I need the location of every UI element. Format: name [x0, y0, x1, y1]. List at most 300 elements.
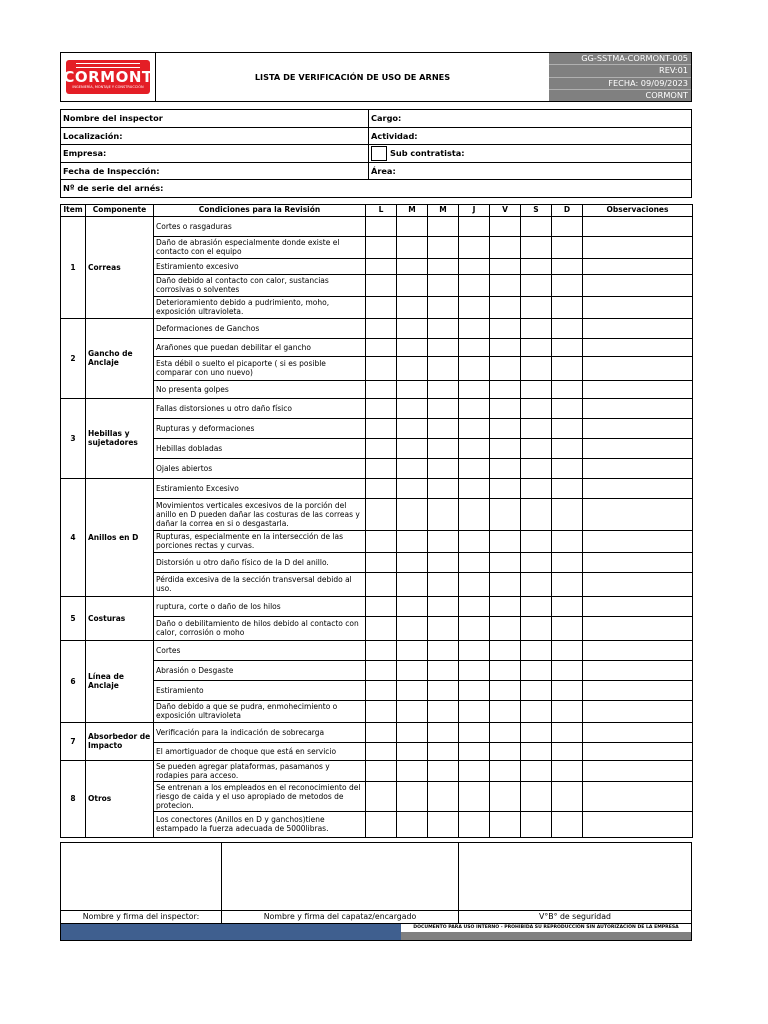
check-cell-viernes[interactable]: [490, 760, 521, 781]
check-cell-martes[interactable]: [397, 380, 428, 398]
observation-cell[interactable]: [583, 700, 693, 722]
check-cell-lunes[interactable]: [366, 296, 397, 318]
logo-cell: [61, 53, 156, 101]
observation-cell[interactable]: [583, 811, 693, 837]
check-cell-martes[interactable]: [397, 274, 428, 296]
component-name: Correas: [86, 216, 154, 318]
observation-cell[interactable]: [583, 458, 693, 478]
check-cell-lunes[interactable]: [366, 438, 397, 458]
check-cell-jueves[interactable]: [459, 296, 490, 318]
footer-text-cell: [401, 924, 691, 940]
check-cell-viernes[interactable]: [490, 478, 521, 498]
check-cell-lunes[interactable]: [366, 458, 397, 478]
item-number: 3: [61, 398, 86, 478]
observation-cell[interactable]: [583, 318, 693, 338]
check-cell-miercoles[interactable]: [428, 356, 459, 380]
check-cell-sabado[interactable]: [521, 596, 552, 616]
check-cell-domingo[interactable]: [552, 640, 583, 660]
check-cell-viernes[interactable]: [490, 458, 521, 478]
condition-text: Daño de abrasión especialmente donde existe el contacto con el equipo: [154, 236, 366, 258]
check-cell-viernes[interactable]: [490, 216, 521, 236]
check-cell-martes[interactable]: [397, 458, 428, 478]
table-row: [61, 640, 693, 660]
condition-text: Estiramiento: [154, 680, 366, 700]
area-field[interactable]: [369, 163, 691, 180]
check-cell-sabado[interactable]: [521, 530, 552, 552]
check-cell-sabado[interactable]: [521, 296, 552, 318]
check-cell-sabado[interactable]: [521, 258, 552, 274]
table-row: [61, 616, 693, 640]
check-cell-martes[interactable]: [397, 700, 428, 722]
observation-cell[interactable]: [583, 478, 693, 498]
footer-grey-bar: [401, 932, 691, 940]
check-cell-sabado[interactable]: [521, 640, 552, 660]
observation-cell[interactable]: [583, 258, 693, 274]
footer-note: DOCUMENTO PARA USO INTERNO - PROHIBIDA SU REPRODUCCIÓN SIN AUTORIZACIÓN DE LA EMPRESA: [413, 924, 679, 930]
check-cell-domingo[interactable]: [552, 700, 583, 722]
actividad-field[interactable]: [369, 128, 691, 145]
col-sabado: S: [521, 204, 552, 216]
check-cell-viernes[interactable]: [490, 640, 521, 660]
observation-cell[interactable]: [583, 680, 693, 700]
check-cell-sabado[interactable]: [521, 498, 552, 530]
condition-text: Arañones que puedan debilitar el gancho: [154, 338, 366, 356]
condition-text: Pérdida excesiva de la sección transversal debido al uso.: [154, 572, 366, 596]
check-cell-miercoles[interactable]: [428, 318, 459, 338]
check-cell-jueves[interactable]: [459, 660, 490, 680]
check-cell-sabado[interactable]: [521, 478, 552, 498]
table-header-row: [61, 204, 693, 216]
check-cell-lunes[interactable]: [366, 616, 397, 640]
check-cell-miercoles[interactable]: [428, 478, 459, 498]
observation-cell[interactable]: [583, 380, 693, 398]
fecha-field[interactable]: Fecha de Inspección:: [61, 163, 369, 180]
check-cell-viernes[interactable]: [490, 274, 521, 296]
observation-cell[interactable]: [583, 236, 693, 258]
check-cell-sabado[interactable]: [521, 458, 552, 478]
item-number: 8: [61, 760, 86, 837]
check-cell-sabado[interactable]: [521, 216, 552, 236]
check-cell-domingo[interactable]: [552, 616, 583, 640]
check-cell-jueves[interactable]: [459, 530, 490, 552]
check-cell-jueves[interactable]: [459, 356, 490, 380]
table-row: [61, 274, 693, 296]
check-cell-lunes[interactable]: [366, 596, 397, 616]
check-cell-sabado[interactable]: [521, 438, 552, 458]
check-cell-miercoles[interactable]: [428, 811, 459, 837]
check-cell-martes[interactable]: [397, 760, 428, 781]
check-cell-domingo[interactable]: [552, 781, 583, 811]
observation-cell[interactable]: [583, 438, 693, 458]
condition-text: Hebillas dobladas: [154, 438, 366, 458]
check-cell-martes[interactable]: [397, 236, 428, 258]
cargo-field[interactable]: [369, 110, 691, 127]
check-cell-lunes[interactable]: [366, 216, 397, 236]
observation-cell[interactable]: [583, 398, 693, 418]
check-cell-lunes[interactable]: [366, 478, 397, 498]
check-cell-viernes[interactable]: [490, 258, 521, 274]
check-cell-martes[interactable]: [397, 660, 428, 680]
component-name: Otros: [86, 760, 154, 837]
check-cell-sabado[interactable]: [521, 398, 552, 418]
check-cell-jueves[interactable]: [459, 700, 490, 722]
col-condiciones: Condiciones para la Revisión: [154, 204, 366, 216]
check-cell-lunes[interactable]: [366, 700, 397, 722]
check-cell-sabado[interactable]: [521, 338, 552, 356]
check-cell-martes[interactable]: [397, 742, 428, 760]
check-cell-domingo[interactable]: [552, 236, 583, 258]
check-cell-viernes[interactable]: [490, 418, 521, 438]
check-cell-sabado[interactable]: [521, 236, 552, 258]
check-cell-domingo[interactable]: [552, 660, 583, 680]
check-cell-lunes[interactable]: [366, 722, 397, 742]
col-item: Item: [61, 204, 86, 216]
check-cell-jueves[interactable]: [459, 216, 490, 236]
check-cell-miercoles[interactable]: [428, 236, 459, 258]
check-cell-miercoles[interactable]: [428, 572, 459, 596]
check-cell-sabado[interactable]: [521, 660, 552, 680]
observation-cell[interactable]: [583, 418, 693, 438]
check-cell-domingo[interactable]: [552, 552, 583, 572]
check-cell-lunes[interactable]: [366, 258, 397, 274]
check-cell-sabado[interactable]: [521, 572, 552, 596]
check-cell-domingo[interactable]: [552, 356, 583, 380]
check-cell-miercoles[interactable]: [428, 338, 459, 356]
check-cell-viernes[interactable]: [490, 398, 521, 418]
check-cell-jueves[interactable]: [459, 760, 490, 781]
check-cell-lunes[interactable]: [366, 660, 397, 680]
check-cell-jueves[interactable]: [459, 616, 490, 640]
check-cell-domingo[interactable]: [552, 478, 583, 498]
check-cell-sabado[interactable]: [521, 700, 552, 722]
check-cell-miercoles[interactable]: [428, 458, 459, 478]
check-cell-martes[interactable]: [397, 680, 428, 700]
check-cell-martes[interactable]: [397, 572, 428, 596]
check-cell-martes[interactable]: [397, 356, 428, 380]
signature-capataz-label: Nombre y firma del capataz/encargado: [263, 911, 417, 921]
check-cell-sabado[interactable]: [521, 722, 552, 742]
col-jueves: J: [459, 204, 490, 216]
check-cell-jueves[interactable]: [459, 438, 490, 458]
condition-text: Deterioramiento debido a pudrimiento, moho, exposición ultravioleta.: [154, 296, 366, 318]
check-cell-viernes[interactable]: [490, 338, 521, 356]
check-cell-miercoles[interactable]: [428, 660, 459, 680]
observation-cell[interactable]: [583, 640, 693, 660]
condition-text: Rupturas y deformaciones: [154, 418, 366, 438]
check-cell-viernes[interactable]: [490, 596, 521, 616]
check-cell-miercoles[interactable]: [428, 596, 459, 616]
check-cell-domingo[interactable]: [552, 596, 583, 616]
check-cell-sabado[interactable]: [521, 274, 552, 296]
check-cell-lunes[interactable]: [366, 811, 397, 837]
check-cell-viernes[interactable]: [490, 700, 521, 722]
check-cell-domingo[interactable]: [552, 572, 583, 596]
check-cell-jueves[interactable]: [459, 398, 490, 418]
check-cell-domingo[interactable]: [552, 296, 583, 318]
check-cell-martes[interactable]: [397, 398, 428, 418]
check-cell-miercoles[interactable]: [428, 640, 459, 660]
check-cell-jueves[interactable]: [459, 552, 490, 572]
signature-block: [60, 842, 692, 924]
check-cell-jueves[interactable]: [459, 380, 490, 398]
check-cell-viernes[interactable]: [490, 356, 521, 380]
check-cell-martes[interactable]: [397, 438, 428, 458]
check-cell-jueves[interactable]: [459, 418, 490, 438]
observation-cell[interactable]: [583, 572, 693, 596]
observation-cell[interactable]: [583, 760, 693, 781]
table-row: [61, 680, 693, 700]
check-cell-miercoles[interactable]: [428, 760, 459, 781]
check-cell-lunes[interactable]: [366, 356, 397, 380]
observation-cell[interactable]: [583, 356, 693, 380]
check-cell-domingo[interactable]: [552, 318, 583, 338]
check-cell-domingo[interactable]: [552, 380, 583, 398]
check-cell-lunes[interactable]: [366, 380, 397, 398]
check-cell-jueves[interactable]: [459, 722, 490, 742]
check-cell-sabado[interactable]: [521, 760, 552, 781]
item-number: 4: [61, 478, 86, 596]
check-cell-viernes[interactable]: [490, 236, 521, 258]
check-cell-sabado[interactable]: [521, 742, 552, 760]
subcontratista-field: [369, 145, 691, 162]
check-cell-sabado[interactable]: [521, 680, 552, 700]
check-cell-lunes[interactable]: [366, 781, 397, 811]
check-cell-miercoles[interactable]: [428, 418, 459, 438]
check-cell-sabado[interactable]: [521, 616, 552, 640]
check-cell-domingo[interactable]: [552, 458, 583, 478]
check-cell-viernes[interactable]: [490, 438, 521, 458]
check-cell-lunes[interactable]: [366, 640, 397, 660]
table-row: [61, 596, 693, 616]
check-cell-martes[interactable]: [397, 616, 428, 640]
check-cell-miercoles[interactable]: [428, 552, 459, 572]
check-cell-martes[interactable]: [397, 296, 428, 318]
check-cell-domingo[interactable]: [552, 760, 583, 781]
check-cell-lunes[interactable]: [366, 760, 397, 781]
condition-text: Cortes: [154, 640, 366, 660]
check-cell-sabado[interactable]: [521, 318, 552, 338]
logo-subtext: INGENIERÍA, MONTAJE Y CONSTRUCCIÓN: [72, 85, 144, 89]
document-date: FECHA: 09/09/2023: [549, 78, 691, 90]
check-cell-sabado[interactable]: [521, 811, 552, 837]
condition-text: Cortes o rasgaduras: [154, 216, 366, 236]
form-title: LISTA DE VERIFICACIÓN DE USO DE ARNES: [254, 72, 451, 82]
check-cell-viernes[interactable]: [490, 296, 521, 318]
component-name: Absorbedor de Impacto: [86, 722, 154, 760]
check-cell-domingo[interactable]: [552, 680, 583, 700]
empresa-field[interactable]: Empresa:: [61, 145, 369, 162]
check-cell-martes[interactable]: [397, 640, 428, 660]
observation-cell[interactable]: [583, 530, 693, 552]
check-cell-miercoles[interactable]: [428, 296, 459, 318]
check-cell-sabado[interactable]: [521, 356, 552, 380]
check-cell-viernes[interactable]: [490, 722, 521, 742]
check-cell-domingo[interactable]: [552, 498, 583, 530]
check-cell-jueves[interactable]: [459, 478, 490, 498]
check-cell-miercoles[interactable]: [428, 616, 459, 640]
signature-seguridad-label: V°B° de seguridad: [539, 911, 611, 921]
signature-inspector[interactable]: [61, 843, 222, 923]
check-cell-domingo[interactable]: [552, 438, 583, 458]
check-cell-viernes[interactable]: [490, 530, 521, 552]
observation-cell[interactable]: [583, 216, 693, 236]
check-cell-lunes[interactable]: [366, 418, 397, 438]
signature-seguridad[interactable]: [459, 843, 691, 923]
check-cell-martes[interactable]: [397, 318, 428, 338]
check-cell-viernes[interactable]: [490, 660, 521, 680]
check-cell-jueves[interactable]: [459, 572, 490, 596]
check-cell-jueves[interactable]: [459, 742, 490, 760]
table-row: [61, 811, 693, 837]
check-cell-martes[interactable]: [397, 596, 428, 616]
observation-cell[interactable]: [583, 660, 693, 680]
condition-text: Los conectores (Anillos en D y ganchos)tiene estampado la fuerza adecuada de 5000libras.: [154, 811, 366, 837]
observation-cell[interactable]: [583, 552, 693, 572]
check-cell-domingo[interactable]: [552, 258, 583, 274]
observation-cell[interactable]: [583, 742, 693, 760]
check-cell-domingo[interactable]: [552, 742, 583, 760]
check-cell-viernes[interactable]: [490, 616, 521, 640]
document-company: CORMONT: [549, 90, 691, 101]
check-cell-martes[interactable]: [397, 478, 428, 498]
condition-text: Daño debido al contacto con calor, sustancias corrosivas o solventes: [154, 274, 366, 296]
check-cell-viernes[interactable]: [490, 552, 521, 572]
area-label: Área:: [371, 165, 396, 176]
check-cell-martes[interactable]: [397, 216, 428, 236]
check-cell-domingo[interactable]: [552, 216, 583, 236]
condition-text: Distorsión u otro daño físico de la D del anillo.: [154, 552, 366, 572]
table-row: [61, 296, 693, 318]
check-cell-jueves[interactable]: [459, 811, 490, 837]
check-cell-miercoles[interactable]: [428, 742, 459, 760]
check-cell-lunes[interactable]: [366, 236, 397, 258]
check-cell-viernes[interactable]: [490, 572, 521, 596]
check-cell-miercoles[interactable]: [428, 700, 459, 722]
observation-cell[interactable]: [583, 616, 693, 640]
table-row: [61, 216, 693, 236]
check-cell-miercoles[interactable]: [428, 722, 459, 742]
check-cell-lunes[interactable]: [366, 398, 397, 418]
check-cell-lunes[interactable]: [366, 680, 397, 700]
check-cell-lunes[interactable]: [366, 338, 397, 356]
check-cell-miercoles[interactable]: [428, 398, 459, 418]
condition-text: Deformaciones de Ganchos: [154, 318, 366, 338]
check-cell-lunes[interactable]: [366, 572, 397, 596]
observation-cell[interactable]: [583, 781, 693, 811]
check-cell-lunes[interactable]: [366, 318, 397, 338]
check-cell-miercoles[interactable]: [428, 438, 459, 458]
check-cell-martes[interactable]: [397, 781, 428, 811]
check-cell-jueves[interactable]: [459, 680, 490, 700]
check-cell-domingo[interactable]: [552, 418, 583, 438]
check-cell-lunes[interactable]: [366, 498, 397, 530]
check-cell-viernes[interactable]: [490, 811, 521, 837]
localizacion-field[interactable]: Localización:: [61, 128, 369, 145]
subcontratista-checkbox[interactable]: [371, 146, 387, 161]
check-cell-domingo[interactable]: [552, 811, 583, 837]
table-row: [61, 742, 693, 760]
check-cell-jueves[interactable]: [459, 318, 490, 338]
check-cell-martes[interactable]: [397, 722, 428, 742]
check-cell-martes[interactable]: [397, 552, 428, 572]
observation-cell[interactable]: [583, 498, 693, 530]
inspector-field[interactable]: Nombre del inspector: [61, 110, 369, 127]
check-cell-lunes[interactable]: [366, 552, 397, 572]
serie-field[interactable]: Nº de serie del arnés:: [63, 183, 164, 193]
check-cell-viernes[interactable]: [490, 498, 521, 530]
table-row: [61, 438, 693, 458]
check-cell-domingo[interactable]: [552, 530, 583, 552]
check-cell-jueves[interactable]: [459, 274, 490, 296]
check-cell-lunes[interactable]: [366, 742, 397, 760]
check-cell-martes[interactable]: [397, 338, 428, 356]
check-cell-miercoles[interactable]: [428, 258, 459, 274]
check-cell-miercoles[interactable]: [428, 216, 459, 236]
check-cell-martes[interactable]: [397, 418, 428, 438]
check-cell-jueves[interactable]: [459, 640, 490, 660]
observation-cell[interactable]: [583, 296, 693, 318]
check-cell-jueves[interactable]: [459, 458, 490, 478]
check-cell-miercoles[interactable]: [428, 781, 459, 811]
check-cell-miercoles[interactable]: [428, 530, 459, 552]
col-lunes: L: [366, 204, 397, 216]
check-cell-jueves[interactable]: [459, 258, 490, 274]
observation-cell[interactable]: [583, 338, 693, 356]
check-cell-viernes[interactable]: [490, 781, 521, 811]
check-cell-viernes[interactable]: [490, 680, 521, 700]
check-cell-domingo[interactable]: [552, 338, 583, 356]
observation-cell[interactable]: [583, 722, 693, 742]
col-martes: M: [397, 204, 428, 216]
check-cell-domingo[interactable]: [552, 274, 583, 296]
observation-cell[interactable]: [583, 596, 693, 616]
check-cell-domingo[interactable]: [552, 398, 583, 418]
check-cell-sabado[interactable]: [521, 552, 552, 572]
check-cell-miercoles[interactable]: [428, 274, 459, 296]
check-cell-jueves[interactable]: [459, 236, 490, 258]
check-cell-martes[interactable]: [397, 530, 428, 552]
condition-text: Rupturas, especialmente en la intersección de las porciones rectas y curvas.: [154, 530, 366, 552]
observation-cell[interactable]: [583, 274, 693, 296]
check-cell-lunes[interactable]: [366, 274, 397, 296]
check-cell-jueves[interactable]: [459, 498, 490, 530]
check-cell-viernes[interactable]: [490, 380, 521, 398]
check-cell-sabado[interactable]: [521, 781, 552, 811]
check-cell-miercoles[interactable]: [428, 680, 459, 700]
col-miercoles: M: [428, 204, 459, 216]
check-cell-sabado[interactable]: [521, 418, 552, 438]
check-cell-martes[interactable]: [397, 498, 428, 530]
check-cell-viernes[interactable]: [490, 742, 521, 760]
check-cell-jueves[interactable]: [459, 596, 490, 616]
condition-text: Verificación para la indicación de sobrecarga: [154, 722, 366, 742]
check-cell-miercoles[interactable]: [428, 498, 459, 530]
table-row: [61, 338, 693, 356]
check-cell-domingo[interactable]: [552, 722, 583, 742]
condition-text: Ojales abiertos: [154, 458, 366, 478]
check-cell-lunes[interactable]: [366, 530, 397, 552]
check-cell-miercoles[interactable]: [428, 380, 459, 398]
check-cell-jueves[interactable]: [459, 781, 490, 811]
check-cell-jueves[interactable]: [459, 338, 490, 356]
check-cell-viernes[interactable]: [490, 318, 521, 338]
cargo-label: Cargo:: [371, 113, 402, 123]
check-cell-martes[interactable]: [397, 811, 428, 837]
col-componente: Componente: [86, 204, 154, 216]
check-cell-martes[interactable]: [397, 258, 428, 274]
signature-capataz[interactable]: [222, 843, 459, 923]
check-cell-sabado[interactable]: [521, 380, 552, 398]
